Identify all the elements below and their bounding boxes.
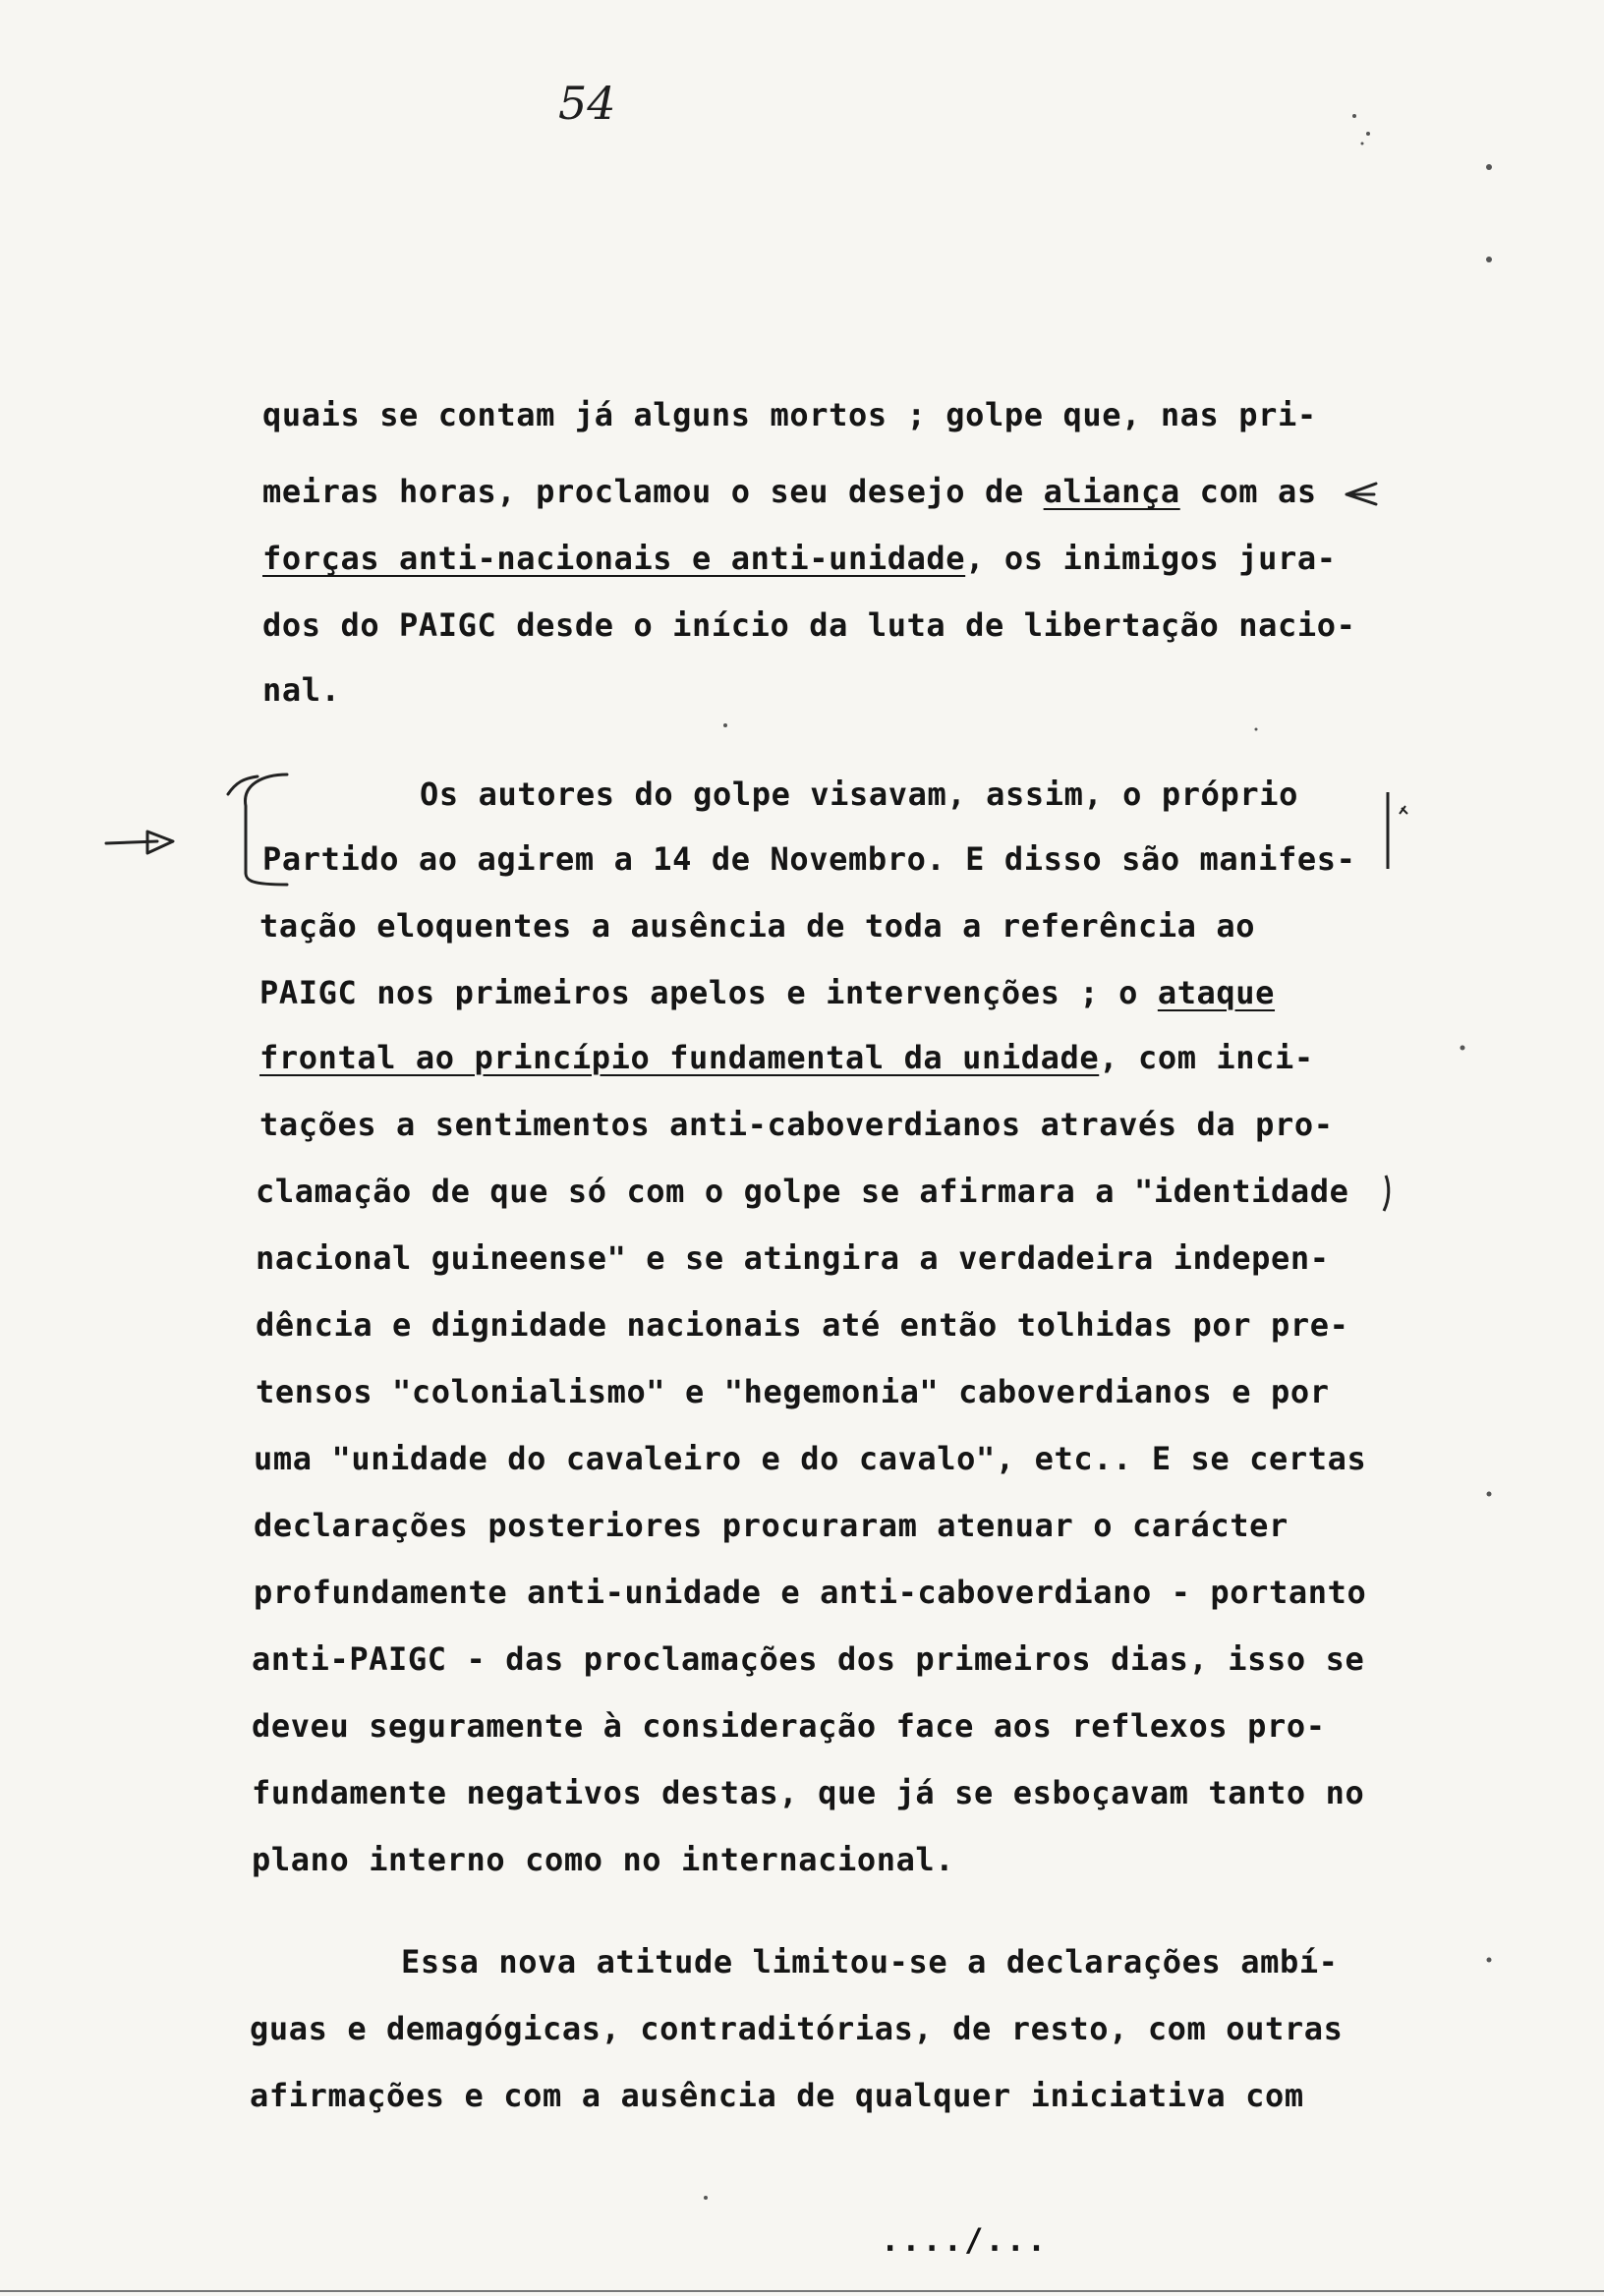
- text-line: plano interno como no internacional.: [252, 1841, 955, 1878]
- text-line: Partido ao agirem a 14 de Novembro. E disso são manifes-: [262, 840, 1356, 878]
- text-line: [262, 540, 1337, 577]
- text-line: anti-PAIGC - das proclamações dos primeiros dias, isso se: [252, 1640, 1365, 1678]
- underlined-phrase: ataque: [1157, 974, 1276, 1011]
- text-line: nal.: [262, 671, 341, 709]
- underlined-phrase: forças anti-nacionais e anti-unidade: [262, 540, 966, 577]
- text-line: guas e demagógicas, contraditórias, de resto, com outras: [250, 2010, 1344, 2047]
- text-line: [259, 1039, 1314, 1076]
- text-line: tação eloquentes a ausência de toda a referência ao: [259, 907, 1256, 945]
- page-bottom-edge: [0, 2290, 1604, 2292]
- text-fragment: , os inimigos jura-: [965, 540, 1337, 577]
- text-line: nacional guineense" e se atingira a verdadeira indepen-: [256, 1239, 1330, 1277]
- text-fragment: , com inci-: [1099, 1039, 1314, 1076]
- text-fragment: com as: [1199, 473, 1317, 510]
- text-line: [259, 974, 1276, 1011]
- text-line: [262, 473, 1317, 510]
- text-line: deveu seguramente à consideração face aos reflexos pro-: [252, 1707, 1326, 1745]
- text-line: fundamente negativos destas, que já se esboçavam tanto no: [252, 1774, 1365, 1811]
- underlined-phrase: aliança: [1043, 473, 1180, 510]
- underlined-phrase: frontal ao princípio fundamental da unidade: [259, 1039, 1100, 1076]
- text-line: uma "unidade do cavaleiro e do cavalo", etc.. E se certas: [254, 1440, 1367, 1477]
- text-line: profundamente anti-unidade e anti-caboverdiano - portanto: [254, 1574, 1367, 1611]
- text-line: quais se contam já alguns mortos ; golpe que, nas pri-: [262, 396, 1317, 433]
- text-fragment: PAIGC nos primeiros apelos e intervenções ; o: [259, 974, 1138, 1011]
- text-line: Essa nova atitude limitou-se a declarações ambí-: [401, 1943, 1339, 1980]
- text-line: tações a sentimentos anti-caboverdianos através da pro-: [259, 1106, 1334, 1143]
- text-line: afirmações e com a ausência de qualquer iniciativa com: [250, 2077, 1304, 2114]
- page-number: 54: [558, 77, 616, 130]
- text-line: clamação de que só com o golpe se afirmara a "identidade: [256, 1173, 1349, 1210]
- text-fragment: meiras horas, proclamou o seu desejo de: [262, 473, 1024, 510]
- continuation-mark: ..../...: [881, 2221, 1049, 2259]
- text-line: declarações posteriores procuraram atenuar o carácter: [254, 1507, 1289, 1544]
- text-line: dência e dignidade nacionais até então tolhidas por pre-: [256, 1306, 1349, 1344]
- text-line: dos do PAIGC desde o início da luta de libertação nacio-: [262, 606, 1356, 644]
- text-line: Os autores do golpe visavam, assim, o próprio: [420, 775, 1298, 813]
- text-line: tensos "colonialismo" e "hegemonia" caboverdianos e por: [256, 1373, 1330, 1410]
